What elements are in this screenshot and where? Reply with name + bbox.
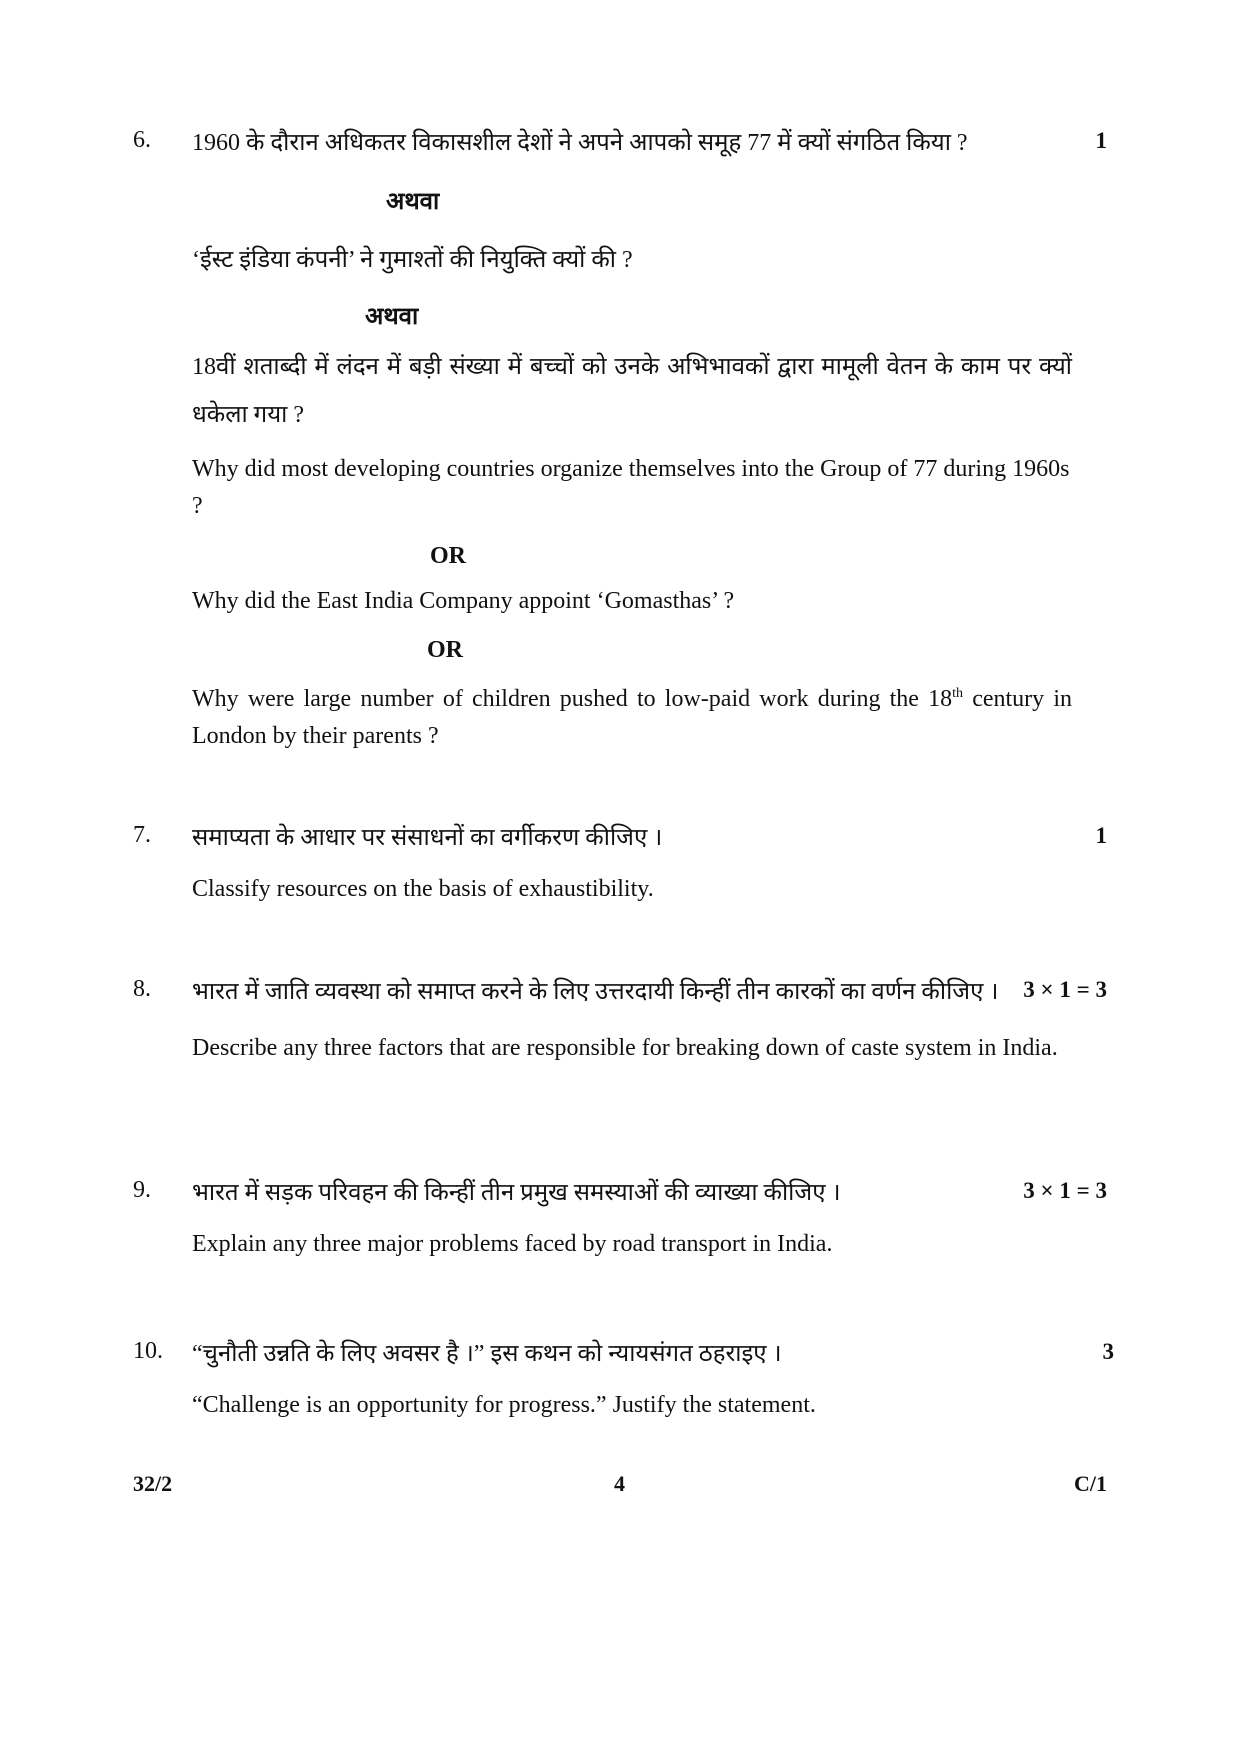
- or-separator-english: OR: [427, 637, 463, 663]
- question-6-english-1: Why did most developing countries organize themselves into the Group of 77 during 1960s ?: [192, 456, 1070, 519]
- question-marks: 3 × 1 = 3: [1023, 977, 1107, 1002]
- question-8-english: Describe any three factors that are responsible for breaking down of caste system in India.: [192, 1035, 1058, 1061]
- or-separator-hindi: अथवा: [386, 189, 440, 215]
- question-7-english: Classify resources on the basis of exhaustibility.: [192, 876, 654, 902]
- page-number: 4: [614, 1471, 625, 1496]
- question-6-english-3: Why were large number of children pushed to low-paid work during the 18th century in London by their parents ?: [192, 686, 1072, 749]
- question-marks: 3: [1102, 1339, 1114, 1364]
- question-6-english-2: Why did the East India Company appoint ‘Gomasthas’ ?: [192, 588, 735, 614]
- question-9-english: Explain any three major problems faced by road transport in India.: [192, 1231, 833, 1257]
- question-marks: 3 × 1 = 3: [1023, 1178, 1107, 1203]
- question-6-hindi-1: 1960 के दौरान अधिकतर विकासशील देशों ने अपने आपको समूह 77 में क्यों संगठित किया ?: [192, 130, 968, 156]
- question-marks: 1: [1095, 128, 1107, 153]
- question-number: 7.: [133, 822, 151, 848]
- question-9-hindi: भारत में सड़क परिवहन की किन्हीं तीन प्रमुख समस्याओं की व्याख्या कीजिए ।: [192, 1180, 841, 1206]
- question-number: 10.: [133, 1338, 163, 1364]
- question-7-hindi: समाप्यता के आधार पर संसाधनों का वर्गीकरण कीजिए ।: [192, 825, 663, 851]
- question-6-hindi-3: 18वीं शताब्दी में लंदन में बड़ी संख्या में बच्चों को उनके अभिभावकों द्वारा मामूली वेतन के काम पर क्यों धकेला गया ?: [192, 354, 1072, 428]
- question-10-english: “Challenge is an opportunity for progress.” Justify the statement.: [192, 1392, 816, 1418]
- question-marks: 1: [1095, 823, 1107, 848]
- question-6-hindi-2: ‘ईस्ट इंडिया कंपनी’ ने गुमाश्तों की नियुक्ति क्यों की ?: [192, 247, 633, 273]
- question-number: 9.: [133, 1177, 151, 1203]
- question-8-hindi: भारत में जाति व्यवस्था को समाप्त करने के लिए उत्तरदायी किन्हीं तीन कारकों का वर्णन कीजिए ।: [192, 979, 999, 1005]
- paper-code: 32/2: [133, 1471, 173, 1496]
- question-number: 6.: [133, 127, 151, 153]
- set-code: C/1: [1074, 1471, 1107, 1496]
- question-number: 8.: [133, 976, 151, 1002]
- or-separator-english: OR: [430, 543, 466, 569]
- or-separator-hindi: अथवा: [365, 304, 419, 330]
- question-10-hindi: “चुनौती उन्नति के लिए अवसर है ।” इस कथन को न्यायसंगत ठहराइए ।: [192, 1341, 782, 1367]
